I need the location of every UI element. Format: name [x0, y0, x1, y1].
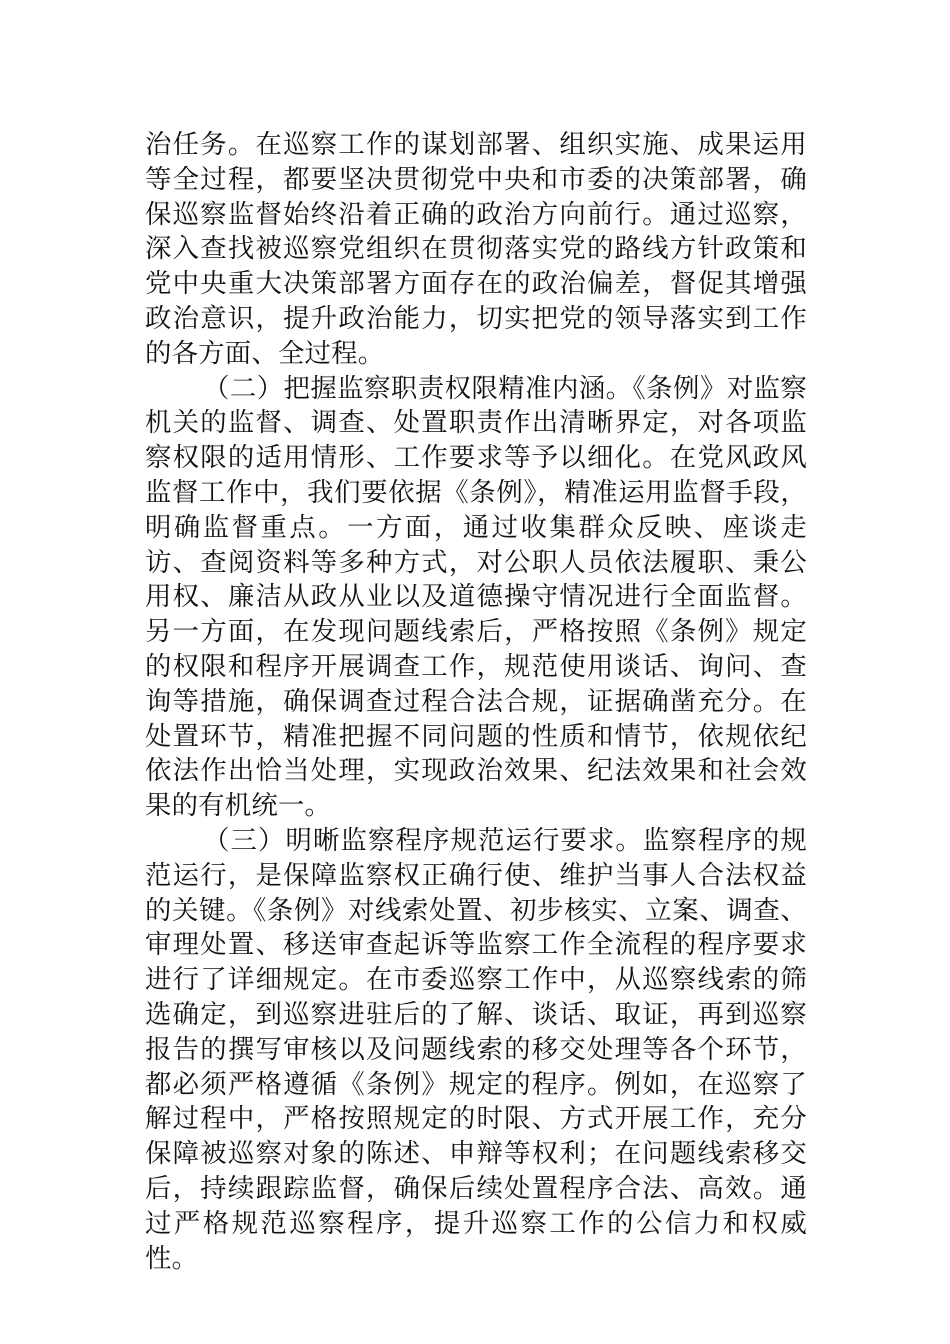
document-page [145, 128, 807, 1276]
paragraph-supervision-authority: （二）把握监察职责权限精准内涵。《条例》对监察机关的监督、调查、处置职责作出清晰界定，对各项监察权限的适用情形、工作要求等予以细化。在党风政风监督工作中，我们要依据《条例》，精准运用监督手段，明确监督重点。一方面，通过收集群众反映、座谈走访、查阅资料等多种方式，对公职人员依法履职、秉公用权、廉洁从政从业以及道德操守情况进行全面监督。另一方面，在发现问题线索后，严格按照《条例》规定的权限和程序开展调查工作，规范使用谈话、询问、查询等措施，确保调查过程合法合规，证据确凿充分。在处置环节，精准把握不同问题的性质和情节，依规依纪依法作出恰当处理，实现政治效果、纪法效果和社会效果的有机统一。 [145, 372, 807, 822]
paragraph-supervision-procedure: （三）明晰监察程序规范运行要求。监察程序的规范运行，是保障监察权正确行使、维护当事人合法权益的关键。《条例》对线索处置、初步核实、立案、调查、审理处置、移送审查起诉等监察工作全流程的程序要求进行了详细规定。在市委巡察工作中，从巡察线索的筛选确定，到巡察进驻后的了解、谈话、取证，再到巡察报告的撰写审核以及问题线索的移交处理等各个环节，都必须严格遵循《条例》规定的程序。例如，在巡察了解过程中，严格按照规定的时限、方式开展工作，充分保障被巡察对象的陈述、申辩等权利；在问题线索移交后，持续跟踪监督，确保后续处置程序合法、高效。通过严格规范巡察程序，提升巡察工作的公信力和权威性。 [145, 824, 807, 1274]
paragraph-political-tasks: 治任务。在巡察工作的谋划部署、组织实施、成果运用等全过程，都要坚决贯彻党中央和市委的决策部署，确保巡察监督始终沿着正确的政治方向前行。通过巡察，深入查找被巡察党组织在贯彻落实党的路线方针政策和党中央重大决策部署方面存在的政治偏差，督促其增强政治意识，提升政治能力，切实把党的领导落实到工作的各方面、全过程。 [145, 129, 807, 369]
